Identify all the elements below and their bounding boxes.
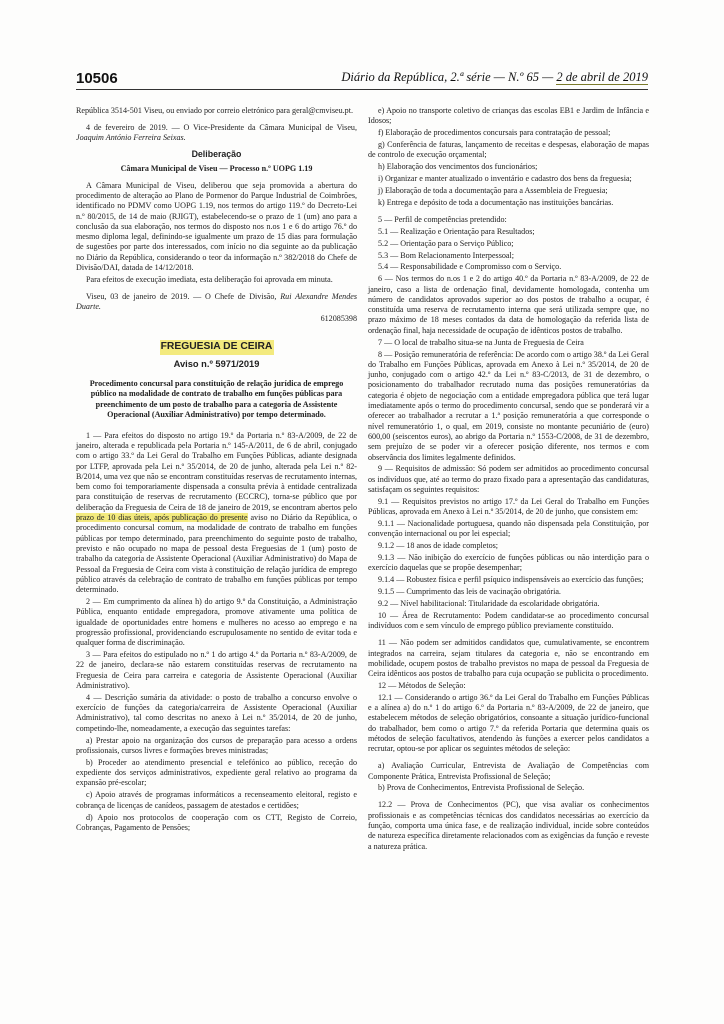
journal-date: 2 de abril de 2019	[556, 70, 648, 84]
method-a: a) Avaliação Curricular, Entrevista de Avaliação de Competências com Componente Prática, Entrevista Profissional de Seleção;	[368, 761, 649, 781]
paragraph-9-2: 9.2 — Nível habilitacional: Titularidade da escolaridade obrigatória.	[378, 599, 600, 609]
task-b: b) Proceder ao atendimento presencial e telefónico ao público, receção do expediente dos serviços administrativos, expediente geral relativo ao programa da expansão pré-escolar;	[76, 757, 357, 788]
signature-2	[76, 292, 357, 313]
paragraph-7: 7 — O local de trabalho situa-se na Junta de Freguesia de Ceira	[378, 337, 584, 347]
signature-1-text: 4 de fevereiro de 2019. — O Vice-Presidente da Câmara Municipal de Viseu,	[86, 122, 357, 132]
task-k: k) Entrega e depósito de toda a documentação nas instituições bancárias.	[378, 197, 614, 207]
deliberacao-paragraph-2: Para efeitos de execução imediata, esta deliberação foi aprovada em minuta.	[86, 274, 333, 284]
paragraph-9-1-4: 9.1.4 — Robustez física e perfil psíquico indispensáveis ao exercício das funções;	[378, 575, 644, 585]
left-column	[76, 106, 357, 835]
procedure-title: Procedimento concursal para constituição de relação jurídica de emprego público na modalidade de contrato de trabalho em funções públicas para preenchimento de um posto de trabalho para a categoria de Assistente Operacional (Auxiliar Administrativo) por tempo determinado.	[89, 378, 344, 419]
task-e: e) Apoio no transporte coletivo de crianças das escolas EB1 e Jardim de Infância e Idosos;	[368, 106, 649, 126]
paragraph-9-1-2: 9.1.2 — 18 anos de idade completos;	[378, 541, 499, 551]
document-number: 612085398	[320, 314, 357, 324]
paragraph-1-end: aviso no Diário da República, o procedimento concursal comum, na modalidade de contrato de trabalho em funções públicas por tempo determinado, para preenchimento do seguinte posto de trabalho, previsto e não ocupado no mapa de pessoal desta Freguesias de 1 (um) posto de trabalho da categoria de Assistente Operacional (Auxiliar Administrativo) do Mapa de Pessoal da Freguesia de Ceira com vista à constituição de relação jurídica de emprego público através da celebração de contrato de trabalho em funções públicas por tempo determinado.	[76, 513, 357, 595]
paragraph-9: 9 — Requisitos de admissão: Só podem ser admitidos ao procedimento concursal os indivíduos que, até ao termo do prazo fixado para a apresentação das candidaturas, satisfaçam os seguintes requisitos:	[368, 464, 649, 494]
paragraph-9-1-1: 9.1.1 — Nacionalidade portuguesa, quando não dispensada pela Constituição, por convenção internacional ou por lei especial;	[368, 519, 649, 539]
freguesia-heading: FREGUESIA DE CEIRA	[160, 340, 274, 354]
journal-title: Diário da República, 2.ª série — N.º 65 —	[341, 70, 557, 84]
task-a: a) Prestar apoio na organização dos cursos de preparação para acesso a ordens profissionais, cursos livres e formações breves ministradas;	[76, 735, 357, 755]
paragraph-5-3: 5.3 — Bom Relacionamento Interpessoal;	[378, 250, 514, 260]
paragraph-1	[76, 431, 357, 596]
paragraph-5: 5 — Perfil de competências pretendido:	[378, 214, 507, 224]
task-d: d) Apoio nos protocolos de cooperação com os CTT, Registo de Correio, Cobranças, Pagamento de Pensões;	[76, 812, 357, 832]
paragraph-6: 6 — Nos termos do n.os 1 e 2 do artigo 40.º da Portaria n.º 83-A/2009, de 22 de janeiro, caso a lista de ordenação final, devidamente homologada, contenha um número de candidatos aprovados superior ao dos postos de trabalho a ocupar, é constituída uma reserva de recrutamento interna que será utilizada sempre que, no prazo máximo de 18 meses contados da data de homologação da referida lista de ordenação final, haja necessidade de ocupação de idênticos postos de trabalho.	[368, 274, 649, 335]
method-b: b) Prova de Conhecimentos, Entrevista Profissional de Seleção.	[378, 783, 585, 793]
intro-address: República 3514-501 Viseu, ou enviado por correio eletrónico para geral@cmviseu.pt.	[76, 106, 353, 115]
signature-2-text: Viseu, 03 de janeiro de 2019. — O Chefe de Divisão,	[86, 291, 281, 301]
journal-header	[341, 70, 648, 85]
paragraph-3: 3 — Para efeitos do estipulado no n.º 1 do artigo 4.º da Portaria n.º 83-A/2009, de 22 de janeiro, declara-se não estarem constituídas reservas de recrutamento na Freguesia de Ceira para carreira e categoria de Assistente Operacional (Auxiliar Administrativo).	[76, 650, 357, 690]
deliberacao-heading: Deliberação	[191, 149, 242, 160]
paragraph-5-4: 5.4 — Responsabilidade e Compromisso com o Serviço.	[378, 262, 562, 272]
deliberacao-paragraph-1: A Câmara Municipal de Viseu, deliberou que seja promovida a abertura do procedimento de alteração ao Plano de Pormenor do Parque Industrial de Coimbrões, identificado no PDMV como UOPG 1.19, nos termos do artigo 119.º do Decreto-Lei n.º 80/2015, de 14 de maio (RJIGT), estabelecendo-se o prazo de 1 (um) ano para a conclusão da sua elaboração, nos termos do disposto nos n.os 1 e 6 do artigo 76.º do mesmo diploma legal, definindo-se igualmente um prazo de 15 dias para formulação de sugestões por parte dos interessados, com início no dia seguinte ao da publicação no Diário da República, considerando o teor da informação n.º 382/2018 do Chefe de Divisão/DAI, datada de 14/12/2018.	[76, 180, 357, 273]
paragraph-9-1-5: 9.1.5 — Cumprimento das leis de vacinação obrigatória.	[378, 587, 561, 597]
signature-2-name: Rui Alexandre Mendes Duarte.	[76, 291, 357, 312]
task-g: g) Conferência de faturas, lançamento de receitas e despesas, elaboração de mapas de controlo de execução orçamental;	[368, 140, 649, 160]
right-column	[368, 106, 649, 853]
paragraph-11: 11 — Não podem ser admitidos candidatos que, cumulativamente, se encontrem integrados na carreira, sejam titulares da categoria e, não se encontrando em mobilidade, ocupem postos de trabalho previstos no mapa de pessoal da Freguesia de Ceira idênticos aos postos de trabalho para cuja ocupação se publicita o procedimento.	[368, 638, 649, 679]
task-j: j) Elaboração de toda a documentação para a Assembleia de Freguesia;	[378, 186, 608, 196]
task-c: c) Apoio através de programas informáticos a recenseamento eleitoral, registo e cobrança de licenças de canídeos, passagem de atestados e certidões;	[76, 790, 357, 810]
paragraph-12-2: 12.2 — Prova de Conhecimentos (PC), que visa avaliar os conhecimentos profissionais e as competências técnicas dos candidatos necessárias ao exercício da função, comporta uma única fase, e de realização individual, incide sobre conteúdos de natureza específica diretamente relacionados com as exigências da função e reveste a natureza prática.	[368, 800, 649, 851]
task-i: i) Organizar e manter atualizado o inventário e cadastro dos bens da freguesia;	[378, 174, 632, 184]
paragraph-5-2: 5.2 — Orientação para o Serviço Público;	[378, 238, 514, 248]
camara-process-line: Câmara Municipal de Viseu — Processo n.º UOPG 1.19	[120, 163, 313, 173]
header-rule	[76, 89, 648, 90]
signature-1-name: Joaquim António Ferreira Seixas.	[76, 133, 186, 143]
paragraph-1-start: 1 — Para efeitos do disposto no artigo 19.º da Portaria n.º 83-A/2009, de 22 de janeiro, alterada e republicada pela Portaria n.º 145-A/2011, de 6 de abril, conjugado com o artigo 33.º da Lei Geral do Trabalho em Funções Públicas, adiante designada por LTFP, aprovada pela Lei n.º 35/2014, de 20 de junho, alterada pela Lei n.º 82-B/2014, uma vez que não se encontram constituídas reservas de recrutamento internas, bem como foi temporariamente dispensada a consulta prévia à entidade centralizada para constituição de reservas de recrutamento (ECCRC), torna-se público que por deliberação da Freguesia de Ceira de 18 de janeiro de 2019, se encontram abertos pelo	[76, 430, 357, 512]
task-h: h) Elaboração dos vencimentos dos funcionários;	[378, 162, 538, 172]
paragraph-9-1-3: 9.1.3 — Não inibição do exercício de funções públicas ou não interdição para o exercício daquelas que se propõe desempenhar;	[368, 553, 649, 573]
page-number: 10506	[76, 70, 118, 87]
aviso-number: Aviso n.º 5971/2019	[173, 358, 260, 369]
paragraph-12-1: 12.1 — Considerando o artigo 36.º da Lei Geral do Trabalho em Funções Públicas e a alínea a) do n.º 1 do artigo 6.º da Portaria n.º 83-A/2009, de 22 de janeiro, que estabelecem métodos de seleção obrigatórios, consoante a situação jurídico-funcional do trabalhador, bem como o artigo 7.º da referida Portaria que determina quais os métodos de seleção facultativos, atendendo às funções a exercer pelos candidatos a recrutar, optou-se por aplicar os seguintes métodos de seleção:	[368, 692, 649, 754]
paragraph-4: 4 — Descrição sumária da atividade: o posto de trabalho a concurso envolve o exercício de funções da categoria/carreira de Assistente Operacional (Auxiliar Administrativo), tal como descritas no anexo à Lei n.º 35/2014, de 20 de junho, competindo-lhe, nomeadamente, a execução das seguintes tarefas:	[76, 692, 357, 733]
paragraph-9-1: 9.1 — Requisitos previstos no artigo 17.º da Lei Geral do Trabalho em Funções Públicas, aprovada em Anexo à Lei n.º 35/2014, de 20 de junho, que consistem em:	[368, 496, 649, 517]
paragraph-8: 8 — Posição remuneratória de referência: De acordo com o artigo 38.º da Lei Geral do Trabalho em Funções Públicas, aprovada em Anexo à Lei n.º 35/2014, de 20 de junho, conjugado com o artigo 42.º da Lei n.º 83-C/2013, de 31 de dezembro, o posicionamento do trabalhador recrutado numa das posições remuneratórias da categoria é objeto de negociação com a entidade empregadora pública que terá lugar imediatamente após o termo do procedimento concursal, sendo que se ponderará vir a oferecer ao trabalhador a recrutar a 1.ª posição remuneratória a que corresponde o nível remuneratório 1, o qual, em 2019, consiste no montante pecuniário de (euro) 600,00 (seiscentos euros), ao abrigo da Portaria n.º 1553-C/2008, de 31 de dezembro, sem prejuízo de se poder vir a oferecer posição diferente, nos termos e com observância dos limites legalmente definidos.	[368, 349, 649, 462]
paragraph-12: 12 — Métodos de Seleção:	[378, 680, 466, 690]
signature-1	[76, 123, 357, 144]
paragraph-5-1: 5.1 — Realização e Orientação para Resultados;	[378, 226, 535, 236]
paragraph-2: 2 — Em cumprimento da alínea h) do artigo 9.º da Constituição, a Administração Pública, enquanto entidade empregadora, promove ativamente uma política de igualdade de oportunidades entre homens e mulheres no acesso ao emprego e na progressão profissional, providenciando escrupulosamente no sentido de evitar toda e qualquer forma de discriminação.	[76, 597, 357, 648]
task-f: f) Elaboração de procedimentos concursais para contratação de pessoal;	[378, 128, 611, 138]
paragraph-10: 10 — Área de Recrutamento: Podem candidatar-se ao procedimento concursal indivíduos com e sem vínculo de emprego público previamente constituído.	[368, 611, 649, 631]
highlighted-deadline: prazo de 10 dias úteis, após publicação do presente	[76, 513, 248, 523]
